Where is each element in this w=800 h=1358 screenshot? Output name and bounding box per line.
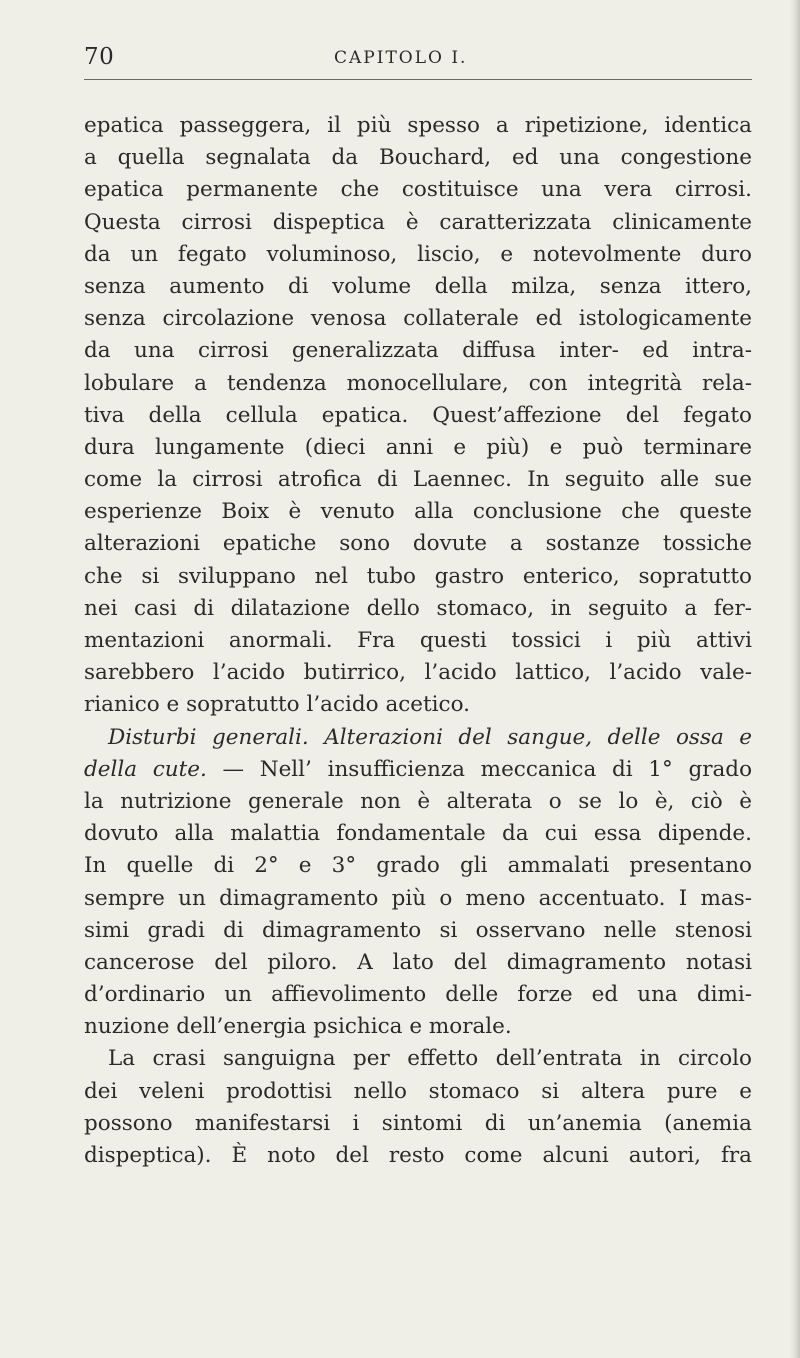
- section-heading: Disturbi generali. Alterazioni del sangue, delle ossa e: [108, 724, 752, 750]
- text-line: d’ordinario un affievolimento delle forze ed una dimi-: [84, 982, 752, 1008]
- running-head: CAPITOLO I.: [334, 48, 468, 68]
- text-line: da una cirrosi generalizzata diffusa inter- ed intra-: [84, 338, 752, 364]
- text-line: Questa cirrosi dispeptica è caratterizzata clinicamente: [84, 209, 752, 235]
- section-heading-line: [84, 722, 752, 754]
- page-header: [84, 44, 752, 78]
- text-line: epatica passeggera, il più spesso a ripetizione, identica: [84, 113, 752, 138]
- text-line: lobulare a tendenza monocellulare, con integrità rela-: [84, 370, 752, 396]
- text-line: possono manifestarsi i sintomi di un’anemia (anemia: [84, 1110, 752, 1136]
- text-line: dei veleni prodottisi nello stomaco si altera pure e: [84, 1078, 752, 1104]
- text-line: rianico e sopratutto l’acido acetico.: [84, 692, 470, 718]
- header-rule: [84, 79, 752, 80]
- text-line: senza circolazione venosa collaterale ed istologicamente: [84, 306, 752, 332]
- text-line: a quella segnalata da Bouchard, ed una congestione: [84, 145, 752, 171]
- text-line: sarebbero l’acido butirrico, l’acido lattico, l’acido vale-: [84, 660, 752, 686]
- text-line: tiva della cellula epatica. Quest’affezione del fegato: [84, 402, 752, 428]
- text-line: cancerose del piloro. A lato del dimagramento notasi: [84, 949, 752, 975]
- text-line: dispeptica). È noto del resto come alcuni autori, fra: [84, 1143, 752, 1168]
- body-text: [84, 110, 752, 1172]
- text-line: nuzione dell’energia psichica e morale.: [84, 1014, 512, 1040]
- text-line: sempre un dimagramento più o meno accentuato. I mas-: [84, 885, 752, 911]
- text-line: da un fegato voluminoso, liscio, e notevolmente duro: [84, 241, 752, 267]
- text-line: simi gradi di dimagramento si osservano nelle stenosi: [84, 917, 752, 943]
- text-line: come la cirrosi atrofica di Laennec. In seguito alle sue: [84, 467, 752, 493]
- text-line: che si sviluppano nel tubo gastro enterico, sopratutto: [84, 563, 752, 589]
- text-line: esperienze Boix è venuto alla conclusione che queste: [84, 499, 752, 525]
- text-line: senza aumento di volume della milza, senza ittero,: [84, 273, 752, 299]
- text-line: dovuto alla malattia fondamentale da cui essa dipende.: [84, 821, 752, 847]
- text-line: In quelle di 2° e 3° grado gli ammalati presentano: [84, 853, 752, 879]
- text-line: La crasi sanguigna per effetto dell’entrata in circolo: [108, 1046, 752, 1072]
- text-line: mentazioni anormali. Fra questi tossici i più attivi: [84, 628, 752, 653]
- page-edge-shadow: [790, 0, 800, 1358]
- section-heading-end: della cute.: [84, 756, 207, 782]
- text-run: — Nell’ insufficienza meccanica di 1° grado: [206, 756, 753, 782]
- text-line: epatica permanente che costituisce una vera cirrosi.: [84, 177, 752, 203]
- text-line: [84, 754, 752, 786]
- page-number: 70: [84, 44, 115, 70]
- text-line: alterazioni epatiche sono dovute a sostanze tossiche: [84, 531, 752, 557]
- text-line: la nutrizione generale non è alterata o se lo è, ciò è: [84, 788, 752, 814]
- text-line: nei casi di dilatazione dello stomaco, in seguito a fer-: [84, 595, 752, 621]
- text-line: dura lungamente (dieci anni e più) e può terminare: [84, 434, 752, 460]
